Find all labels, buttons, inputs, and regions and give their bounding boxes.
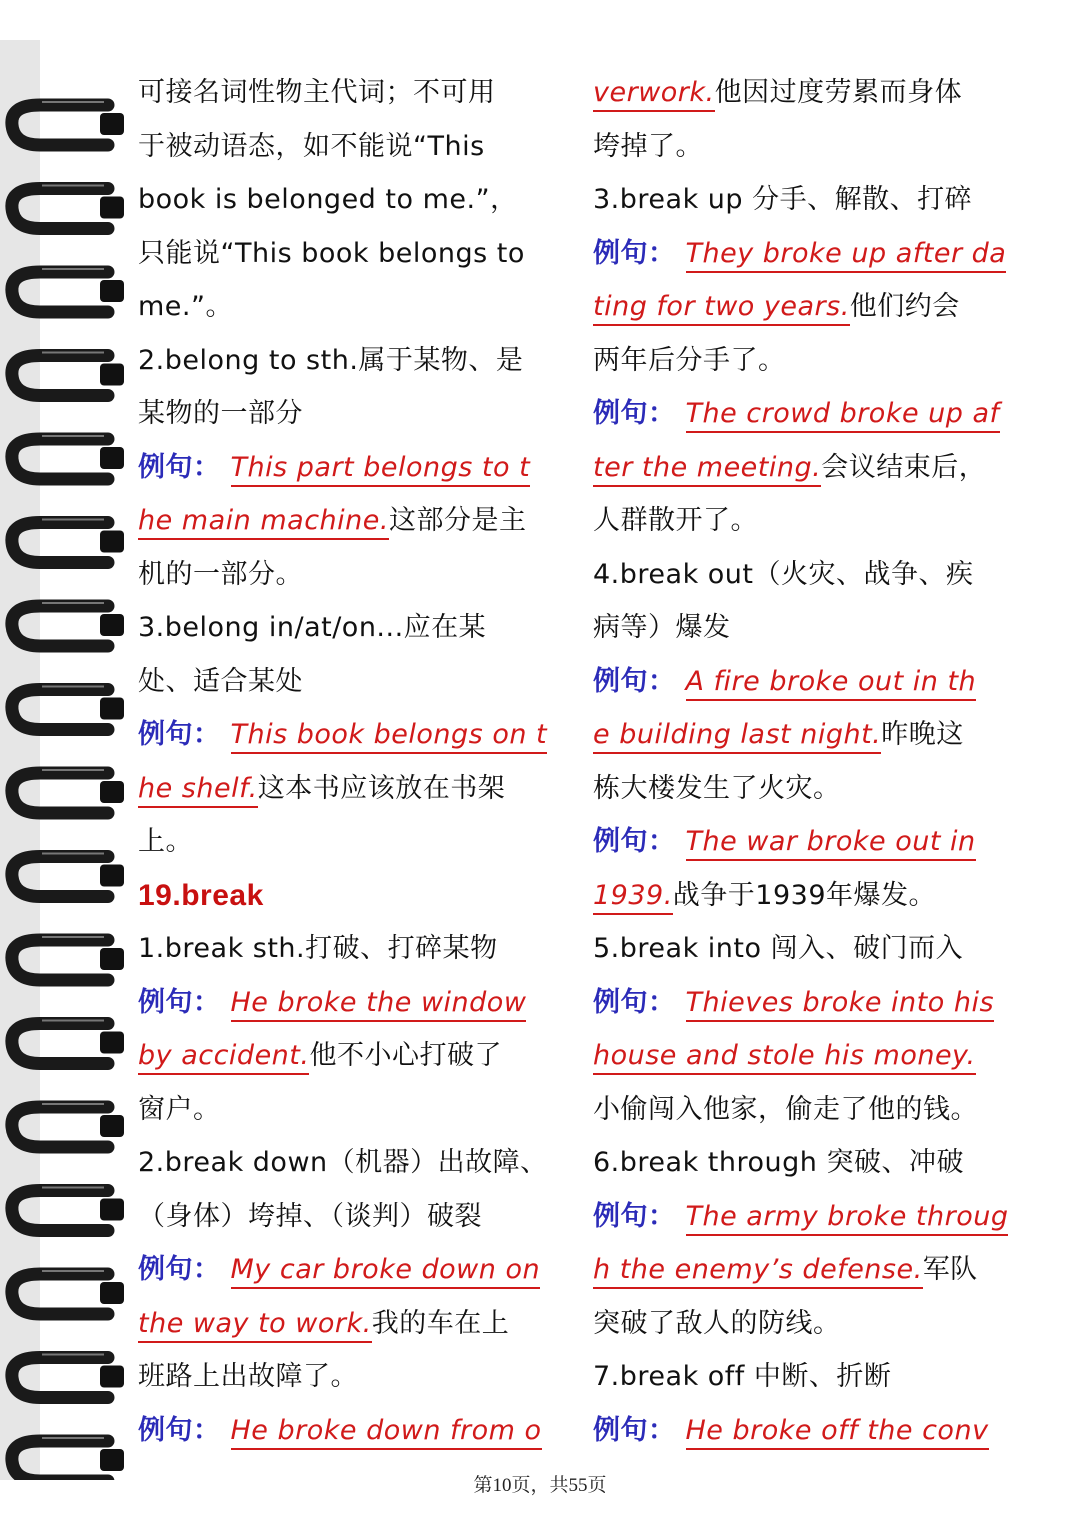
example-continuation-line — [138, 1297, 578, 1351]
example-english: Thieves broke into his — [686, 987, 995, 1022]
example-english: ting for two years. — [593, 291, 850, 326]
text-line — [593, 922, 1038, 976]
example-line — [593, 976, 1038, 1030]
example-english: He broke the window — [231, 987, 527, 1022]
example-line — [138, 441, 578, 495]
text-line — [138, 227, 578, 281]
text-content: （身体）垮掉、（谈判）破裂 — [138, 1200, 482, 1232]
text-content: 4.break out（火灾、战争、疾 — [593, 558, 974, 590]
text-content: 5.break into 闯入、破门而入 — [593, 933, 964, 964]
example-label: 例句： — [138, 451, 221, 483]
text-line — [593, 1083, 1038, 1137]
example-english: he main machine. — [138, 505, 389, 540]
left-column — [138, 66, 578, 1457]
text-line — [138, 1083, 578, 1137]
section-heading — [138, 869, 578, 923]
example-label: 例句： — [593, 986, 676, 1018]
example-english: A fire broke out in th — [686, 666, 977, 701]
example-line — [593, 655, 1038, 709]
page-footer: 第10页，共55页 — [473, 1475, 607, 1496]
example-line — [138, 1243, 578, 1297]
text-content: 某物的一部分 — [138, 398, 303, 429]
text-line — [138, 922, 578, 976]
text-line — [138, 1350, 578, 1404]
text-line — [138, 601, 578, 655]
text-line — [138, 66, 578, 120]
example-chinese: 昨晚这 — [881, 719, 964, 750]
example-english: e building last night. — [593, 719, 881, 754]
text-content: 于被动语态，如不能说“This — [138, 130, 485, 162]
text-content: book is belonged to me.”， — [138, 184, 518, 215]
example-line — [138, 976, 578, 1030]
text-line — [138, 548, 578, 602]
example-english: h the enemy’s defense. — [593, 1254, 923, 1289]
example-line — [138, 708, 578, 762]
text-line — [138, 280, 578, 334]
example-chinese: 会议结束后， — [821, 451, 987, 483]
example-label: 例句： — [593, 826, 676, 857]
text-content: 只能说“This book belongs to — [138, 237, 525, 269]
example-chinese: 他因过度劳累而身体 — [714, 77, 963, 108]
text-content: 两年后分手了。 — [593, 344, 786, 376]
example-label: 例句： — [593, 237, 676, 269]
example-line — [593, 227, 1038, 281]
example-english: The war broke out in — [686, 826, 976, 861]
text-content: 6.break through 突破、冲破 — [593, 1147, 964, 1178]
example-english: He broke off the conv — [686, 1415, 989, 1450]
example-english: The crowd broke up af — [686, 398, 1000, 433]
text-line — [138, 1190, 578, 1244]
text-line — [593, 762, 1038, 816]
text-content: 窗户。 — [138, 1093, 221, 1125]
example-continuation-line — [593, 869, 1038, 923]
example-english: by accident. — [138, 1040, 309, 1075]
example-english: This book belongs on t — [231, 719, 548, 754]
text-content: 突破了敌人的防线。 — [593, 1307, 841, 1339]
text-line — [138, 120, 578, 174]
example-chinese: 我的车在上 — [371, 1307, 510, 1339]
example-continuation-line — [593, 441, 1038, 495]
text-content: 处、适合某处 — [138, 665, 303, 697]
right-column — [593, 66, 1038, 1457]
example-continuation-line — [138, 1029, 578, 1083]
text-content: 3.break up 分手、解散、打碎 — [593, 184, 973, 215]
text-line — [138, 334, 578, 388]
text-line — [593, 1297, 1038, 1351]
text-content: 2.belong to sth.属于某物、是 — [138, 344, 524, 376]
example-line — [138, 1404, 578, 1458]
text-content: 7.break off 中断、折断 — [593, 1361, 892, 1392]
text-content: 栋大楼发生了火灾。 — [593, 772, 841, 804]
example-continuation-line — [593, 280, 1038, 334]
example-continuation-line — [138, 494, 578, 548]
example-continuation-line — [138, 762, 578, 816]
example-label: 例句： — [138, 719, 221, 750]
text-content: 人群散开了。 — [593, 505, 758, 536]
example-chinese: 他不小心打破了 — [309, 1040, 502, 1071]
example-label: 例句： — [138, 1254, 221, 1285]
example-continuation-line — [593, 1243, 1038, 1297]
text-line — [593, 548, 1038, 602]
example-label: 例句： — [593, 665, 676, 697]
example-line — [593, 387, 1038, 441]
example-chinese: 军队 — [922, 1254, 978, 1285]
example-line — [593, 1404, 1038, 1458]
text-content: 病等）爆发 — [593, 612, 731, 643]
text-content: 垮掉了。 — [593, 130, 703, 162]
example-chinese: 这部分是主 — [388, 505, 527, 536]
example-english: house and stole his money. — [593, 1040, 976, 1075]
example-chinese: 这本书应该放在书架 — [257, 772, 506, 804]
example-english: The army broke throug — [686, 1201, 1009, 1236]
text-content: me.”。 — [138, 291, 233, 322]
example-chinese: 战争于1939年爆发。 — [672, 879, 937, 911]
text-line — [593, 1136, 1038, 1190]
example-english: he shelf. — [138, 773, 258, 808]
text-line — [593, 173, 1038, 227]
example-line — [593, 815, 1038, 869]
text-line — [593, 494, 1038, 548]
text-line — [593, 601, 1038, 655]
text-line — [138, 173, 578, 227]
text-content: 机的一部分。 — [138, 558, 303, 590]
example-label: 例句： — [593, 1200, 676, 1232]
example-continuation-line — [593, 66, 1038, 120]
example-label: 例句： — [593, 1414, 676, 1446]
text-content: 1.break sth.打破、打碎某物 — [138, 933, 498, 964]
example-english: They broke up after da — [686, 238, 1007, 273]
text-line — [593, 120, 1038, 174]
heading-text: 19.break — [138, 878, 264, 912]
text-line — [138, 387, 578, 441]
example-continuation-line — [593, 1029, 1038, 1083]
text-line — [593, 334, 1038, 388]
example-english: My car broke down on — [231, 1254, 541, 1289]
example-english: ter the meeting. — [593, 452, 821, 487]
text-line — [138, 655, 578, 709]
text-content: 可接名词性物主代词；不可用 — [138, 77, 496, 108]
text-content: 3.belong in/at/on...应在某 — [138, 612, 487, 643]
example-label: 例句： — [138, 1414, 221, 1446]
text-content: 上。 — [138, 826, 193, 857]
example-chinese: 他们约会 — [849, 291, 960, 322]
example-english: the way to work. — [138, 1308, 372, 1343]
text-content: 班路上出故障了。 — [138, 1361, 358, 1392]
spiral-binding-icon — [0, 40, 130, 1480]
text-line — [593, 1350, 1038, 1404]
example-line — [593, 1190, 1038, 1244]
example-english: 1939. — [593, 880, 673, 915]
example-english: He broke down from o — [231, 1415, 542, 1450]
text-line — [138, 1136, 578, 1190]
example-continuation-line — [593, 708, 1038, 762]
example-label: 例句： — [138, 986, 221, 1018]
example-english: This part belongs to t — [231, 452, 531, 487]
example-english: verwork. — [593, 77, 715, 112]
text-content: 小偷闯入他家，偷走了他的钱。 — [593, 1093, 978, 1125]
text-content: 2.break down（机器）出故障、 — [138, 1147, 548, 1178]
text-line — [138, 815, 578, 869]
example-label: 例句： — [593, 398, 676, 429]
